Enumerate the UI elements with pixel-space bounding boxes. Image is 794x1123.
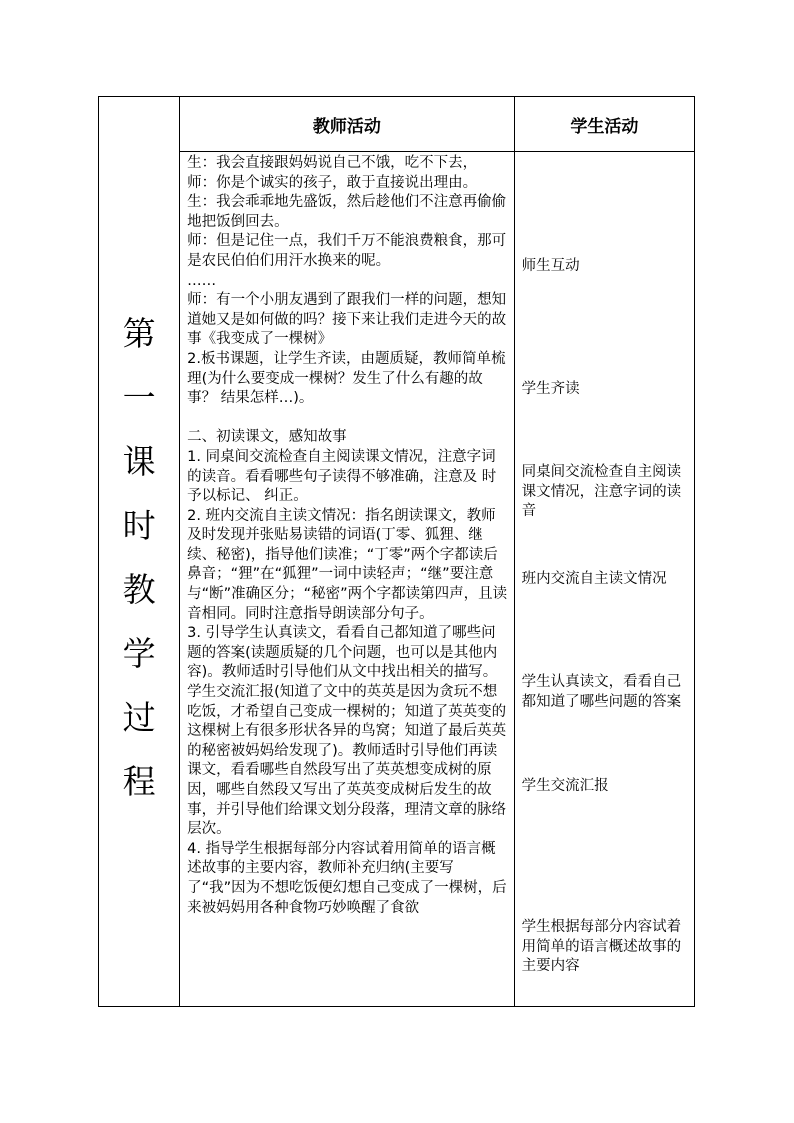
teacher-line: 3. 引导学生认真读文，看看自己都知道了哪些问题的答案(读题质疑的几个问题，也可以是其他内容)。教师适时引导他们从文中找出相关的描写。	[187, 625, 498, 681]
student-note: 学生根据每部分内容试着用简单的语言概述故事的主要内容	[521, 919, 682, 975]
paragraph-gap	[187, 409, 509, 429]
section-side-cell	[99, 97, 180, 1007]
teacher-line: 生：我会乖乖地先盛饭，然后趁他们不注意再偷偷地把饭倒回去。	[187, 194, 507, 230]
lesson-plan-table	[98, 96, 695, 1007]
teacher-line: 2.板书课题，让学生齐读，由题质疑，教师简单梳理(为什么要变成一棵树？发生了什么有趣的故事？ 结果怎样…)。	[187, 350, 506, 407]
student-note: 学生交流汇报	[521, 778, 609, 794]
teacher-line: ……	[187, 272, 217, 289]
teacher-line: 4. 指导学生根据每部分内容试着用简单的语言概述故事的主要内容，教师补充归纳(主要写了“我”因为不想吃饭便幻想自己变成了一棵树，后来被妈妈用各种食物巧妙唤醒了食欲	[187, 840, 507, 916]
teacher-line: 师：但是记住一点，我们千万不能浪费粮食，那可是农民伯伯们用汗水换来的呢。	[187, 233, 507, 269]
student-activity-header: 学生活动	[514, 97, 694, 152]
table-header-row	[99, 97, 695, 152]
teacher-line: 师：有一个小朋友遇到了跟我们一样的问题，想知道她又是如何做的吗？接下来让我们走进今天的故事《我变成了一棵树》	[187, 292, 507, 348]
table-body-row	[99, 152, 695, 1007]
teacher-line: 生：我会直接跟妈妈说自己不饿，吃不下去，	[187, 155, 478, 171]
section-title: 第一课时教学过程	[122, 313, 156, 801]
student-note: 同桌间交流检查自主阅读课文情况，注意字词的读音	[521, 464, 682, 520]
teacher-activity-cell	[180, 152, 515, 1007]
teacher-line: 学生交流汇报(知道了文中的英英是因为贪玩不想吃饭，才希望自己变成一棵树的；知道了英英变的这棵树上有很多形状各异的鸟窝；知道了最后英英的秘密被妈妈给发现了)。教师适时引导他们再读课文，看看哪些自然段写出了英英想变成树的原因，哪些自然段又写出了英英变成树后发生的故事，并引导他们给课文划分段落，理清文章的脉络层次。	[187, 684, 507, 838]
student-note: 学生认真读文，看看自己都知道了哪些问题的答案	[521, 674, 682, 710]
student-activity-cell	[514, 152, 694, 1007]
teacher-line: 2. 班内交流自主读文情况：指名朗读课文，教师及时发现并张贴易读错的词语(丁零、狐狸、继续、秘密)，指导他们读准；“丁零”两个字都读后鼻音；“狸”在“狐狸”一词中读轻声；“继”要注意与“断”准确区分；“秘密”两个字都读第四声，且读音相同。同时注意指导朗读部分句子。	[187, 507, 508, 622]
teacher-line: 师：你是个诚实的孩子，敢于直接说出理由。	[187, 174, 478, 191]
student-note: 班内交流自主读文情况	[521, 571, 667, 587]
teacher-activity-header: 教师活动	[180, 97, 515, 152]
teacher-line: 二、初读课文，感知故事	[187, 429, 347, 446]
teacher-line: 1. 同桌间交流检查自主阅读课文情况，注意字词的读音。看看哪些句子读得不够准确，注意及 时予以标记、 纠正。	[187, 448, 497, 505]
student-note: 师生互动	[521, 258, 580, 274]
student-note: 学生齐读	[521, 381, 580, 397]
